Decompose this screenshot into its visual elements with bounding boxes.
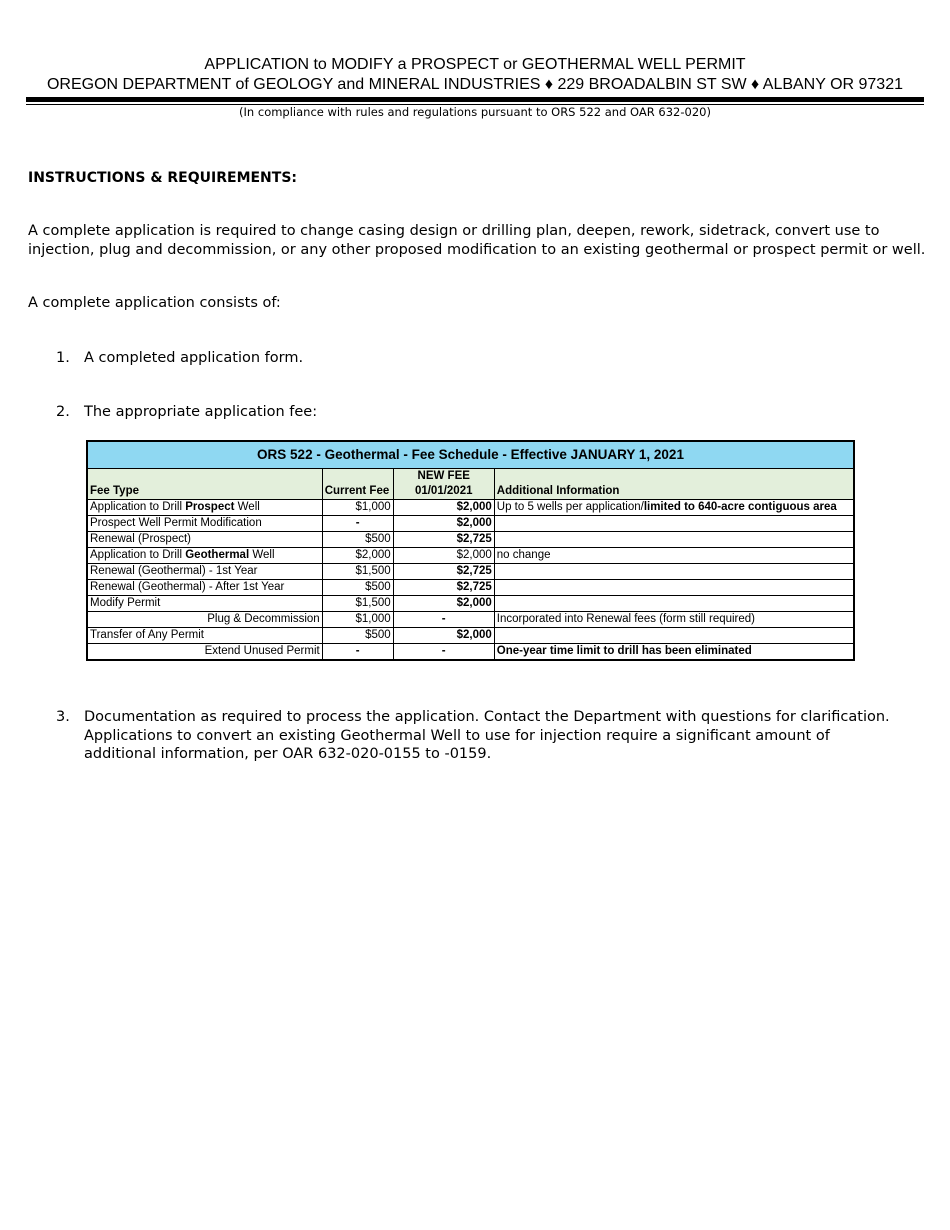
list-item-number: 1. xyxy=(56,350,70,366)
current-fee-cell: - xyxy=(322,644,393,661)
header-additional-info: Additional Information xyxy=(494,469,854,500)
current-fee-cell: $2,000 xyxy=(322,548,393,564)
current-fee-cell: $1,500 xyxy=(322,564,393,580)
new-fee-cell: $2,000 xyxy=(393,548,494,564)
additional-info-cell xyxy=(494,564,854,580)
new-fee-cell: $2,000 xyxy=(393,596,494,612)
additional-info-cell xyxy=(494,580,854,596)
new-fee-cell: - xyxy=(393,612,494,628)
agency-address: OREGON DEPARTMENT of GEOLOGY and MINERAL INDUSTRIES ♦ 229 BROADALBIN ST SW ♦ ALBANY OR 97321 xyxy=(46,76,903,93)
new-fee-cell: $2,000 xyxy=(393,500,494,516)
fee-table-caption: ORS 522 - Geothermal - Fee Schedule - Effective JANUARY 1, 2021 xyxy=(87,441,854,469)
header-new-fee: NEW FEE 01/01/2021 xyxy=(393,469,494,500)
consists-of-text: A complete application consists of: xyxy=(28,295,281,311)
additional-info-cell xyxy=(494,532,854,548)
list-item-text: The appropriate application fee: xyxy=(84,404,318,420)
list-item-number: 3. xyxy=(56,709,70,725)
new-fee-cell: $2,000 xyxy=(393,628,494,644)
table-row xyxy=(87,500,854,516)
new-fee-cell: $2,725 xyxy=(393,532,494,548)
fee-type-cell: Renewal (Geothermal) - 1st Year xyxy=(87,564,322,580)
fee-type-cell: Application to Drill Geothermal Well xyxy=(87,548,322,564)
fee-type-cell: Plug & Decommission xyxy=(87,612,322,628)
current-fee-cell: $500 xyxy=(322,628,393,644)
additional-info-cell: Up to 5 wells per application/limited to 640-acre contiguous area xyxy=(494,500,854,516)
current-fee-cell: $500 xyxy=(322,532,393,548)
fee-type-cell: Modify Permit xyxy=(87,596,322,612)
compliance-note: (In compliance with rules and regulations pursuant to ORS 522 and OAR 632-020) xyxy=(239,105,711,119)
new-fee-cell: $2,000 xyxy=(393,516,494,532)
additional-info-cell xyxy=(494,628,854,644)
table-row xyxy=(87,532,854,548)
header-rule-thick xyxy=(26,97,924,102)
current-fee-cell: $1,000 xyxy=(322,612,393,628)
table-row xyxy=(87,548,854,564)
current-fee-cell: - xyxy=(322,516,393,532)
additional-info-cell xyxy=(494,516,854,532)
current-fee-cell: $1,500 xyxy=(322,596,393,612)
fee-type-cell: Renewal (Geothermal) - After 1st Year xyxy=(87,580,322,596)
fee-type-cell: Prospect Well Permit Modification xyxy=(87,516,322,532)
fee-type-cell: Renewal (Prospect) xyxy=(87,532,322,548)
list-item-number: 2. xyxy=(56,404,70,420)
fee-type-cell: Application to Drill Prospect Well xyxy=(87,500,322,516)
fee-type-cell: Extend Unused Permit xyxy=(87,644,322,661)
instructions-paragraph: A complete application is required to change casing design or drilling plan, deepen, rework, sidetrack, convert use to injection, plug and decommission, or any other proposed modification to an existing geothermal or prospect permit or well. xyxy=(28,223,926,258)
additional-info-cell: One-year time limit to drill has been eliminated xyxy=(494,644,854,661)
list-item-text: A completed application form. xyxy=(84,350,304,366)
new-fee-cell: $2,725 xyxy=(393,580,494,596)
table-row xyxy=(87,612,854,628)
header-current-fee: Current Fee xyxy=(322,469,393,500)
table-row xyxy=(87,580,854,596)
new-fee-cell: $2,725 xyxy=(393,564,494,580)
header-fee-type: Fee Type xyxy=(87,469,322,500)
fee-schedule-table xyxy=(86,440,855,661)
additional-info-cell: Incorporated into Renewal fees (form still required) xyxy=(494,612,854,628)
fee-type-cell: Transfer of Any Permit xyxy=(87,628,322,644)
table-row xyxy=(87,596,854,612)
current-fee-cell: $1,000 xyxy=(322,500,393,516)
page-title: APPLICATION to MODIFY a PROSPECT or GEOTHERMAL WELL PERMIT xyxy=(204,56,746,73)
additional-info-cell xyxy=(494,596,854,612)
current-fee-cell: $500 xyxy=(322,580,393,596)
table-row xyxy=(87,516,854,532)
list-item-text: Documentation as required to process the application. Contact the Department with questions for clarification. Applications to convert an existing Geothermal Well to use for injection require a significant amount of additional information, per OAR 632-020-0155 to -0159. xyxy=(84,709,890,762)
table-row xyxy=(87,564,854,580)
table-row xyxy=(87,628,854,644)
table-row xyxy=(87,644,854,661)
additional-info-cell: no change xyxy=(494,548,854,564)
instructions-heading: INSTRUCTIONS & REQUIREMENTS: xyxy=(28,170,298,186)
new-fee-cell: - xyxy=(393,644,494,661)
